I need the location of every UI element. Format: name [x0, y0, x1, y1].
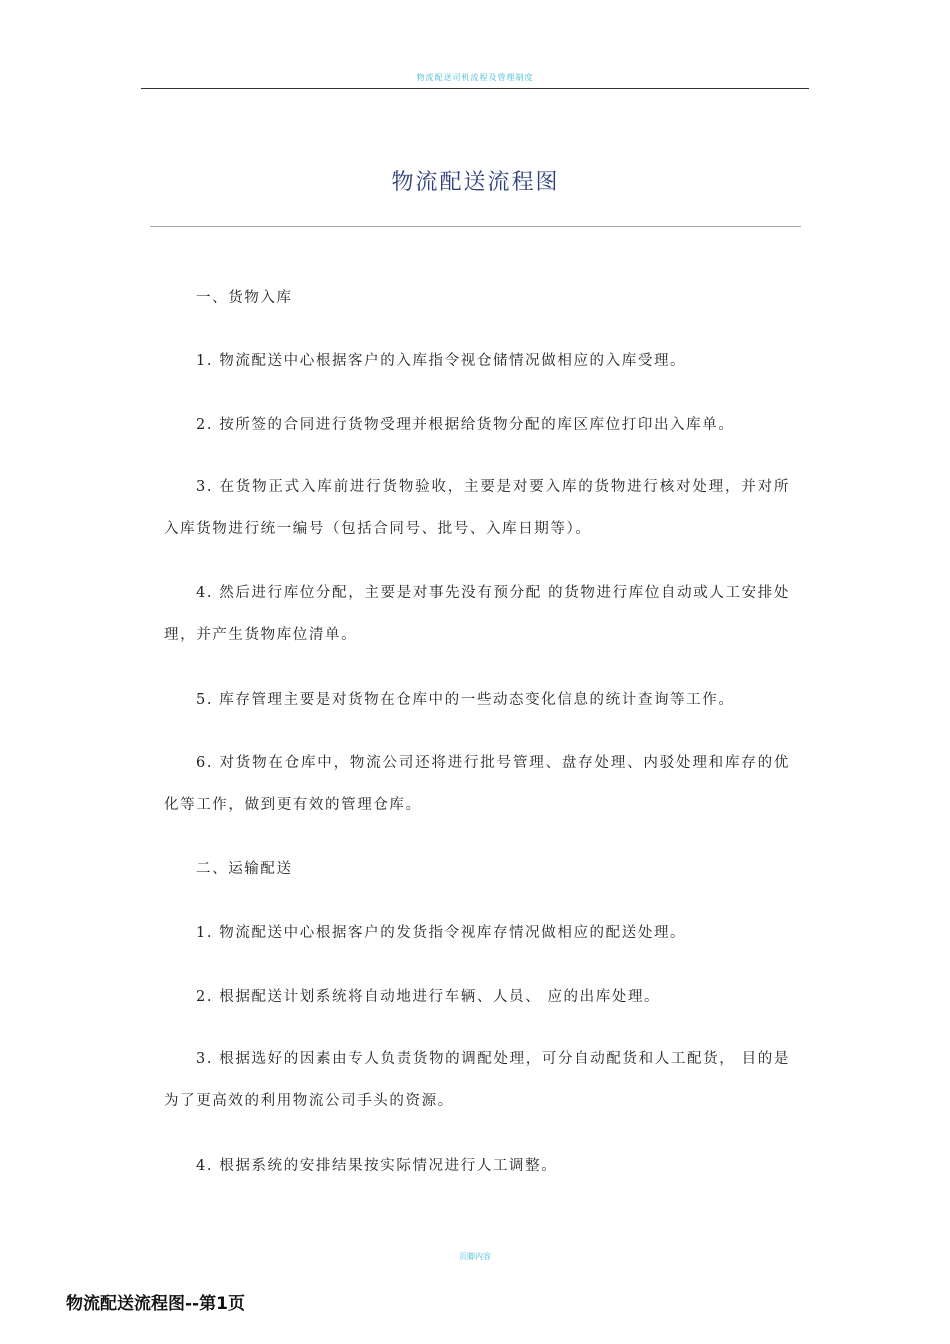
title-divider [150, 226, 801, 227]
delivery-item-2: 2. 根据配送计划系统将自动地进行车辆、人员、 应的出库处理。 [196, 989, 661, 1005]
section-heading-delivery: 二、运输配送 [196, 861, 293, 877]
section-heading-inbound: 一、货物入库 [196, 290, 293, 306]
header-divider [141, 88, 809, 89]
page-label: 物流配送流程图--第1页 [66, 1294, 245, 1314]
inbound-item-5: 5. 库存管理主要是对货物在仓库中的一些动态变化信息的统计查询等工作。 [196, 692, 735, 708]
inbound-item-4: 4. 然后进行库位分配，主要是对事先没有预分配 的货物进行库位自动或人工安排处理，并产生货物库位清单。 [164, 585, 790, 643]
delivery-item-1: 1. 物流配送中心根据客户的发货指令视库存情况做相应的配送处理。 [196, 925, 687, 941]
document-title: 物流配送流程图 [391, 170, 560, 195]
running-header: 物流配送司机流程及管理制度 [416, 73, 534, 82]
page-footer: 页脚内容 [459, 1252, 491, 1261]
inbound-item-6: 6. 对货物在仓库中，物流公司还将进行批号管理、盘存处理、内驳处理和库存的优化等工作，做到更有效的管理仓库。 [164, 755, 790, 813]
inbound-item-3: 3. 在货物正式入库前进行货物验收，主要是对要入库的货物进行核对处理，并对所入库货物进行统一编号（包括合同号、批号、入库日期等）。 [164, 479, 790, 537]
inbound-item-2: 2. 按所签的合同进行货物受理并根据给货物分配的库区库位打印出入库单。 [196, 417, 735, 433]
delivery-item-3: 3. 根据选好的因素由专人负责货物的调配处理，可分自动配货和人工配货， 目的是为了更高效的利用物流公司手头的资源。 [164, 1051, 790, 1109]
delivery-item-4: 4. 根据系统的安排结果按实际情况进行人工调整。 [196, 1158, 558, 1174]
inbound-item-1: 1. 物流配送中心根据客户的入库指令视仓储情况做相应的入库受理。 [196, 353, 687, 369]
